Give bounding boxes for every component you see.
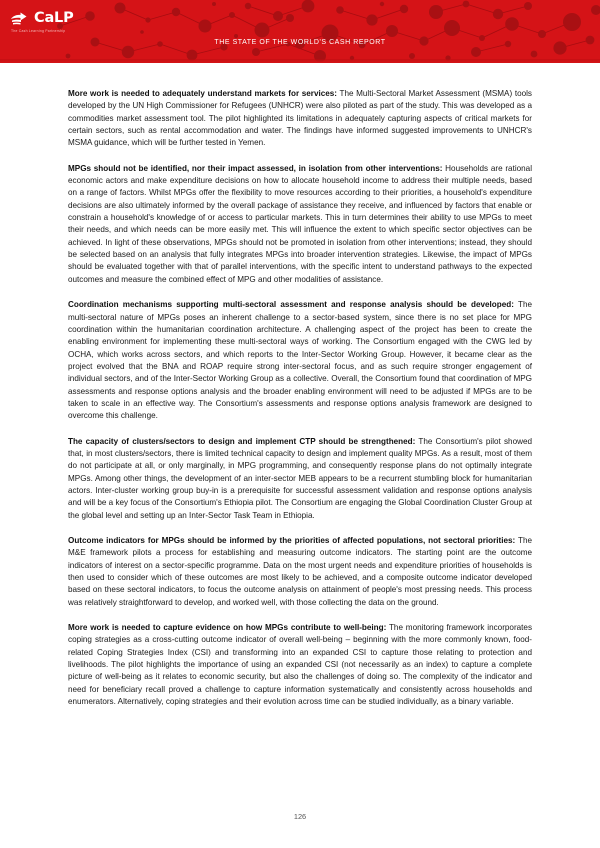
paragraph-lead: More work is needed to adequately understand markets for services: [68, 89, 337, 98]
paragraph-text: The multi-sectoral nature of MPGs poses an inherent challenge to a sector-based system, since there is no set place for MPG coordination within the humanitarian coordination architecture. A challenging aspect of the project has been to create the enabling environment for implementing these multi-sectoral ways of working. The Consortium engaged with the CWG led by OCHA, which works across sectors, and which reports to the Inter-Sector Working Group. However, it became clear as the project evolved that the BNA and ROAP require strong inter-sectoral focus, and as such require stronger engagement of individual sectors, and of the Inter-Sector Working Group as a collective. Overall, the Consortium found that coordination of MPG assessments and response options analysis and the broader enabling environment will need to be adjusted if MPGs are to be taken to scale in an effective way. The Consortium's assessments and response options analysis framework are designed to overcome this challenge. [68, 300, 532, 421]
page-header-banner [0, 0, 600, 63]
header-bottom-fade [0, 59, 600, 63]
paragraph-lead: MPGs should not be identified, nor their impact assessed, in isolation from other interventions: [68, 163, 443, 173]
hand-logo-icon [10, 11, 32, 26]
paragraph [68, 88, 532, 150]
logo-wordmark: CaLP [34, 10, 74, 27]
paragraph-lead: Coordination mechanisms supporting multi-sectoral assessment and response analysis should be developed: [68, 300, 514, 310]
calp-logo [10, 11, 74, 33]
paragraph-text: The M&E framework pilots a process for establishing and measuring outcome indicators. The starting point are the outcome indicators of interest on a sector-specific programme. Data on the most urgent needs and expenditure priorities of households is then used to consider which of these outcomes are most likely to be achieved, and a composite outcome indicator developed based on these sectoral indicators, to focus the outcome analysis on attainment of people's most pressing needs. This process was relatively straightforward to develop, and worked well, with those collecting the data on the ground. [68, 536, 532, 607]
paragraph-text: Households are rational economic actors and make expenditure decisions on how to allocate household income to address their multiple needs, based on a range of factors. Whilst MPGs offer the flexibility to move resources according to their priorities, a household's expenditure decisions are also ultimately informed by the overall package of assistance they receive, and influenced by factors that enable or constrain a household's knowledge of or access to particular markets. This in turn determines their ability to use MPGs to meet their needs, and which needs can be more easily met. This will influence the extent to which specific sector objectives can be achieved. In light of these observations, MPGs should not be promoted in isolation from other interventions; instead, they should be selected based on an analysis that fully integrates MPGs into broader intervention strategies. Likewise, the impact of MPGs should be evaluated together with that of parallel interventions, with the specific intent to understand pathways to the expected outcomes and measure the combined effect of MPG and other modalities of assistance. [68, 163, 532, 284]
paragraph [68, 299, 532, 422]
paragraph-text: The monitoring framework incorporates coping strategies as a cross-cutting outcome indicator of overall well-being – beginning with the more commonly known, food-related Coping Strategies Index (CSI) and transforming into an expanded CSI to capture those relating to protection and livelihoods. The pilot highlights the importance of using an expanded CSI (not necessarily as an index) to capture a complete picture of well-being as it relates to economic security, but also the challenges of doing so. The complexity of the indicator and need for beneficiary recall proved a challenge to capture information systematically and consistently across households and enumerators. Alternatively, coping strategies and their evolution across time can be studied individually, as a binary variable. [68, 623, 533, 707]
page-content [0, 63, 600, 708]
paragraph-lead: More work is needed to capture evidence on how MPGs contribute to well-being: [68, 623, 387, 633]
paragraph-text: The Multi-Sectoral Market Assessment (MSMA) tools developed by the UN High Commissioner for Refugees (UNHCR) were also piloted as part of the study. This was developed as a commodities market assessment tool. The pilot highlighted its limitations in adequately capturing aspects of critical markets for certain sectors, such as rental accommodation and water. The findings have informed suggested improvements to UNHCR's MSMA guidance, which will be further tested in Yemen. [68, 89, 532, 148]
paragraph-lead: The capacity of clusters/sectors to design and implement CTP should be strengthened: [68, 436, 416, 446]
page-number: 126 [293, 812, 307, 821]
paragraph [68, 622, 532, 708]
paragraph-lead: Outcome indicators for MPGs should be informed by the priorities of affected populations, not sectoral priorities: [68, 536, 516, 545]
paragraph [68, 535, 532, 609]
logo-tagline: The Cash Learning Partnership [11, 28, 66, 33]
paragraph [68, 163, 532, 286]
paragraph-text: The Consortium's pilot showed that, in most clusters/sectors, there is limited technical capacity to design and implement quality MPGs. As a result, most of them do not participate at all, or only marginally, in MPG programming, and consequently response plans do not optimally integrate MPGs. Among other things, the development of an inter-sector MEB appears to be a recurrent stumbling block for humanitarian actors. Inter-cluster working group buy-in is a prerequisite for successful assessment validation and response options analysis and will be a key focus of the Consortium's Ethiopia pilot. The Consortium are engaging the Global Coordination Cluster Group at the global level and setting up an Inter-Sector Task Team in Ethiopia. [68, 436, 532, 520]
paragraph [68, 436, 532, 522]
text-column [68, 63, 532, 708]
logo-row [10, 11, 74, 26]
report-title: THE STATE OF THE WORLD'S CASH REPORT [214, 39, 386, 46]
molecule-network-pattern-icon [0, 0, 600, 63]
